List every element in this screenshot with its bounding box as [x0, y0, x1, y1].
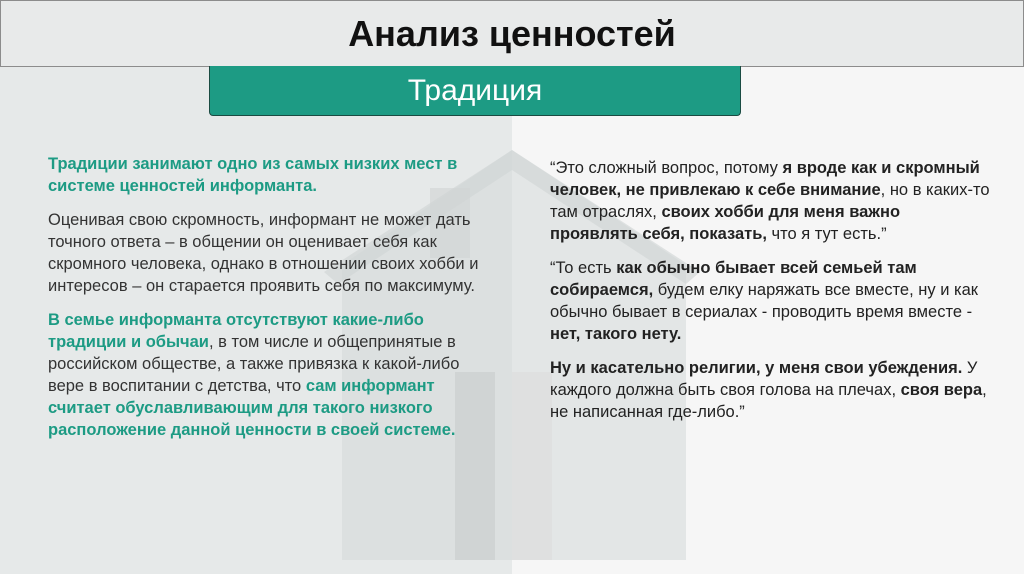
- left-p3-highlight-a: В семье информанта отсутствуют какие-либо традиции и обычаи: [48, 311, 424, 351]
- quote-3-b: У каждого должна быть своя голова на плечах,: [550, 359, 978, 399]
- quote-3-a: Ну и касательно религии, у меня свои убеждения.: [550, 359, 963, 377]
- quote-1: [550, 157, 990, 245]
- right-column: [550, 157, 990, 435]
- quote-3: [550, 357, 990, 423]
- quote-2: [550, 257, 990, 345]
- left-paragraph-2: Оценивая свою скромность, информант не может дать точного ответа – в общении он оценивает себя как скромного человека, однако в отношении своих хобби и интересов – он старается проявить себя по максимуму.: [48, 211, 479, 295]
- left-paragraph-3: [48, 309, 488, 441]
- quote-1-b: я вроде как и скромный человек, не привлекаю к себе внимание: [550, 159, 980, 199]
- quote-3-d: , не написанная где-либо.”: [550, 381, 987, 421]
- page-title: Анализ ценностей: [348, 12, 676, 54]
- left-paragraph-1: [48, 153, 488, 197]
- header-bar: [0, 0, 1024, 67]
- left-p3-highlight-b: сам информант считает обуславливающим для такого низкого расположение данной ценности в своей системе.: [48, 377, 456, 439]
- section-subtitle: Традиция: [209, 66, 741, 116]
- quote-2-d: нет, такого нету.: [550, 325, 682, 343]
- left-p1-text: Традиции занимают одно из самых низких мест в системе ценностей информанта.: [48, 155, 458, 195]
- quote-1-d: своих хобби для меня важно проявлять себя, показать,: [550, 203, 901, 243]
- quote-2-b: как обычно бывает всей семьей там собираемся,: [550, 259, 917, 299]
- quote-2-c: будем елку наряжать все вместе, ну и как обычно бывает в сериалах - проводить время вместе -: [550, 281, 978, 321]
- quote-1-c: , но в каких-то там отраслях,: [550, 181, 990, 221]
- quote-1-e: что я тут есть.”: [766, 225, 887, 243]
- quote-2-a: “То есть: [550, 259, 617, 277]
- left-column: [48, 153, 488, 453]
- quote-1-a: “Это сложный вопрос, потому: [550, 159, 783, 177]
- left-p3-text: , в том числе и общепринятые в российском обществе, а также привязка к какой-либо вере в воспитании с детства, что: [48, 333, 460, 395]
- quote-3-c: своя вера: [900, 381, 983, 399]
